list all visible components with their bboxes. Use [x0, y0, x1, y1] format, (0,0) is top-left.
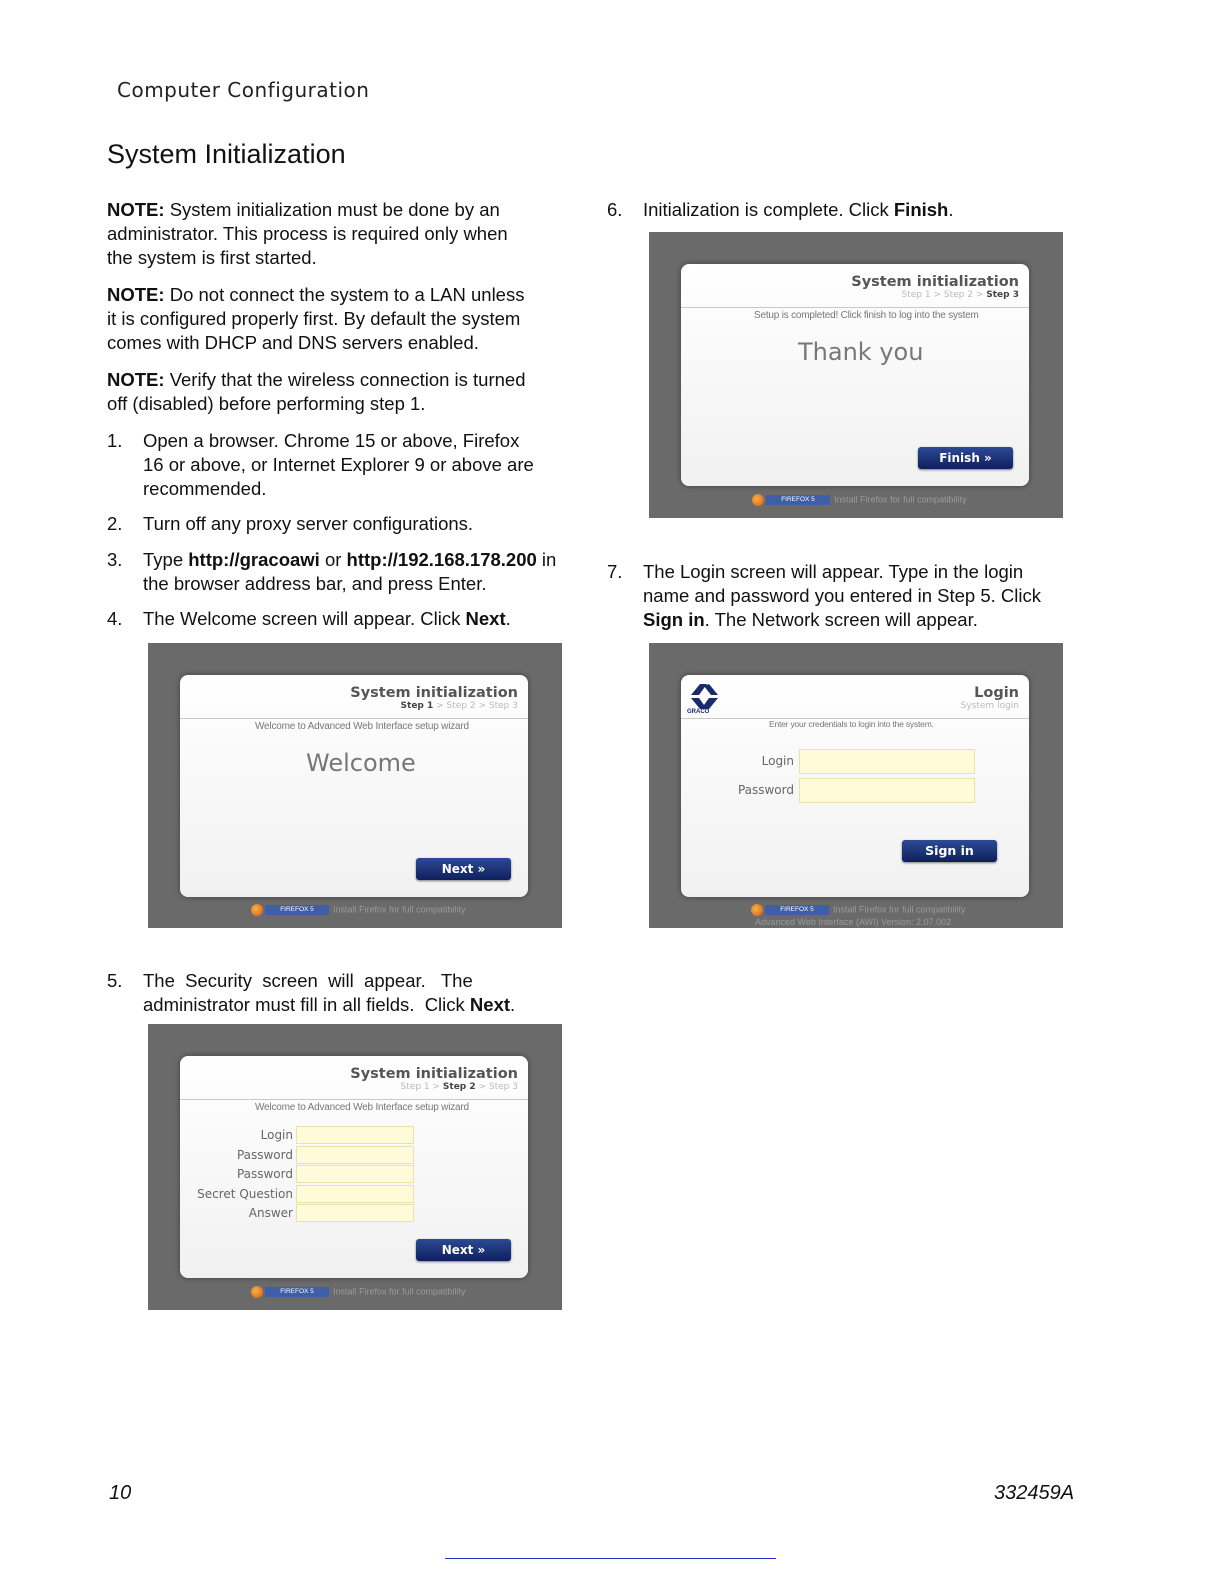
step-text: The Login screen will appear. Type in the login [643, 561, 1024, 582]
wizard-panel [681, 264, 1029, 486]
secret-question-label: Secret Question [197, 1187, 293, 1201]
answer-label: Answer [248, 1206, 293, 1220]
firefox-notice [251, 1286, 466, 1298]
wizard-steps [851, 290, 1019, 300]
wizard-subtitle: Welcome to Advanced Web Interface setup wizard [255, 1102, 469, 1113]
note-label: NOTE: [107, 369, 165, 390]
login-subtitle-small: System login [960, 701, 1019, 711]
step-number: 3. [107, 549, 123, 570]
next-button[interactable]: Next » [416, 858, 511, 880]
login-input[interactable] [799, 749, 975, 774]
note-label: NOTE: [107, 199, 165, 220]
step-text: . [510, 994, 516, 1015]
step-text: recommended. [143, 478, 267, 499]
step-text: 16 or above, or Internet Explorer 9 or above are [143, 454, 534, 475]
url-hostname: http://gracoawi [188, 549, 320, 570]
finish-button[interactable]: Finish » [918, 447, 1013, 469]
step-4 [107, 607, 577, 631]
login-label: Login [761, 754, 794, 768]
note-text: the system is first started. [107, 247, 317, 268]
wizard-header [350, 685, 518, 711]
note-3 [107, 368, 577, 416]
bottom-link-line [445, 1558, 776, 1559]
confirm-password-label: Password [236, 1167, 293, 1181]
password-input[interactable] [296, 1146, 414, 1164]
step-text: in [536, 549, 557, 570]
step-text: Open a browser. Chrome 15 or above, Firefox [143, 430, 520, 451]
firefox-badge[interactable]: FIREFOX 5 [765, 905, 829, 915]
url-ip: http://192.168.178.200 [346, 549, 537, 570]
document-number: 332459A [994, 1482, 1075, 1504]
step-5 [107, 969, 577, 1017]
next-label: Next [469, 994, 511, 1015]
confirm-password-input[interactable] [296, 1165, 414, 1183]
section-header: Computer Configuration [117, 78, 370, 102]
graco-logo-text: GRACO [687, 709, 710, 715]
step-text: . [948, 199, 954, 220]
wizard-subtitle: Welcome to Advanced Web Interface setup wizard [255, 721, 469, 732]
divider [180, 1099, 528, 1100]
step-separator: > [973, 290, 987, 300]
note-text: it is configured properly first. By default the system [107, 308, 521, 329]
firefox-text: Install Firefox for full compatibility [834, 494, 967, 505]
step-indicator: Step 3 [986, 290, 1019, 300]
step-number: 2. [107, 513, 123, 534]
step-text: the browser address bar, and press Enter. [143, 573, 487, 594]
firefox-notice [751, 904, 966, 916]
login-screenshot [649, 643, 1063, 928]
step-separator: > [930, 290, 944, 300]
step-6 [607, 198, 1087, 222]
step-indicator: Step 2 [446, 701, 476, 711]
sign-in-button[interactable]: Sign in [902, 840, 997, 862]
firefox-text: Install Firefox for full compatibility [333, 1286, 466, 1297]
divider [180, 718, 528, 719]
finish-label: Finish [893, 199, 949, 220]
step-number: 7. [607, 561, 623, 582]
step-1 [107, 429, 577, 501]
login-panel [681, 675, 1029, 897]
firefox-icon [251, 1286, 263, 1298]
step-indicator: Step 3 [488, 1082, 518, 1092]
note-text: off (disabled) before performing step 1. [107, 393, 426, 414]
step-indicator: Step 3 [488, 701, 518, 711]
step-indicator: Step 2 [943, 290, 973, 300]
login-header [961, 685, 1019, 711]
step-text: The Security screen will appear. The [143, 970, 473, 991]
note-text: Verify that the wireless connection is turned [164, 369, 526, 390]
step-number: 5. [107, 970, 123, 991]
firefox-notice [251, 904, 466, 916]
step-text: administrator must fill in all fields. Click [143, 994, 470, 1015]
step-text: . The Network screen will appear. [704, 609, 978, 630]
wizard-steps [350, 701, 518, 711]
firefox-text: Install Firefox for full compatibility [833, 904, 966, 915]
login-label: Login [260, 1128, 293, 1142]
note-text: System initialization must be done by an [164, 199, 500, 220]
wizard-header [350, 1066, 518, 1092]
step-number: 6. [607, 199, 623, 220]
step-text: or [319, 549, 347, 570]
step-7 [607, 560, 1087, 632]
sign-in-label: Sign in [643, 609, 705, 630]
firefox-icon [251, 904, 263, 916]
wizard-title: System initialization [851, 274, 1019, 290]
welcome-screenshot [148, 643, 562, 928]
firefox-notice [752, 494, 967, 506]
step-indicator: Step 1 [901, 290, 931, 300]
step-text: Initialization is complete. Click [643, 199, 894, 220]
wizard-title: System initialization [350, 1066, 518, 1082]
next-label: Next [465, 608, 506, 629]
wizard-title: System initialization [350, 685, 518, 701]
step-separator: > [475, 701, 489, 711]
login-input[interactable] [296, 1126, 414, 1144]
step-separator: > [433, 701, 447, 711]
note-label: NOTE: [107, 284, 165, 305]
wizard-subtitle: Setup is completed! Click finish to log into the system [754, 310, 979, 321]
wizard-steps [350, 1082, 518, 1092]
note-1 [107, 198, 577, 270]
step-text: . [505, 608, 511, 629]
step-indicator: Step 2 [442, 1082, 476, 1092]
firefox-badge[interactable]: FIREFOX 5 [265, 1287, 329, 1297]
step-text: Turn off any proxy server configurations. [143, 513, 474, 534]
note-text: administrator. This process is required only when [107, 223, 508, 244]
note-text: Do not connect the system to a LAN unless [164, 284, 525, 305]
page-title: System Initialization [107, 139, 346, 169]
thank-you-heading: Thank you [798, 338, 924, 366]
firefox-badge[interactable]: FIREFOX 5 [766, 495, 830, 505]
wizard-header [851, 274, 1019, 300]
firefox-text: Install Firefox for full compatibility [333, 904, 466, 915]
wizard-panel [180, 1056, 528, 1278]
security-screenshot [148, 1024, 562, 1310]
step-text: The Welcome screen will appear. Click [143, 608, 466, 629]
next-button[interactable]: Next » [416, 1239, 511, 1261]
firefox-icon [752, 494, 764, 506]
login-instructions: Enter your credentials to login into the system. [769, 719, 934, 729]
secret-question-input[interactable] [296, 1185, 414, 1203]
step-3 [107, 548, 587, 596]
version-text: Advanced Web Interface (AWI) Version: 2.07.002 [755, 917, 952, 927]
wizard-panel [180, 675, 528, 897]
password-label: Password [236, 1148, 293, 1162]
step-indicator: Step 1 [400, 701, 434, 711]
note-text: comes with DHCP and DNS servers enabled. [107, 332, 479, 353]
firefox-icon [751, 904, 763, 916]
note-2 [107, 283, 577, 355]
step-separator: > [475, 1082, 489, 1092]
welcome-heading: Welcome [306, 749, 416, 777]
login-title: Login [974, 685, 1019, 701]
page-number: 10 [109, 1482, 132, 1504]
firefox-badge[interactable]: FIREFOX 5 [265, 905, 329, 915]
step-number: 4. [107, 608, 123, 629]
password-input[interactable] [799, 778, 975, 803]
step-number: 1. [107, 430, 123, 451]
step-2 [107, 512, 577, 536]
step-indicator: Step 1 [400, 1082, 430, 1092]
finish-screenshot [649, 232, 1063, 518]
step-text: Type [143, 549, 189, 570]
divider [681, 307, 1029, 308]
password-label: Password [737, 783, 794, 797]
step-separator: > [429, 1082, 443, 1092]
step-text: name and password you entered in Step 5. Click [643, 585, 1041, 606]
answer-input[interactable] [296, 1204, 414, 1222]
